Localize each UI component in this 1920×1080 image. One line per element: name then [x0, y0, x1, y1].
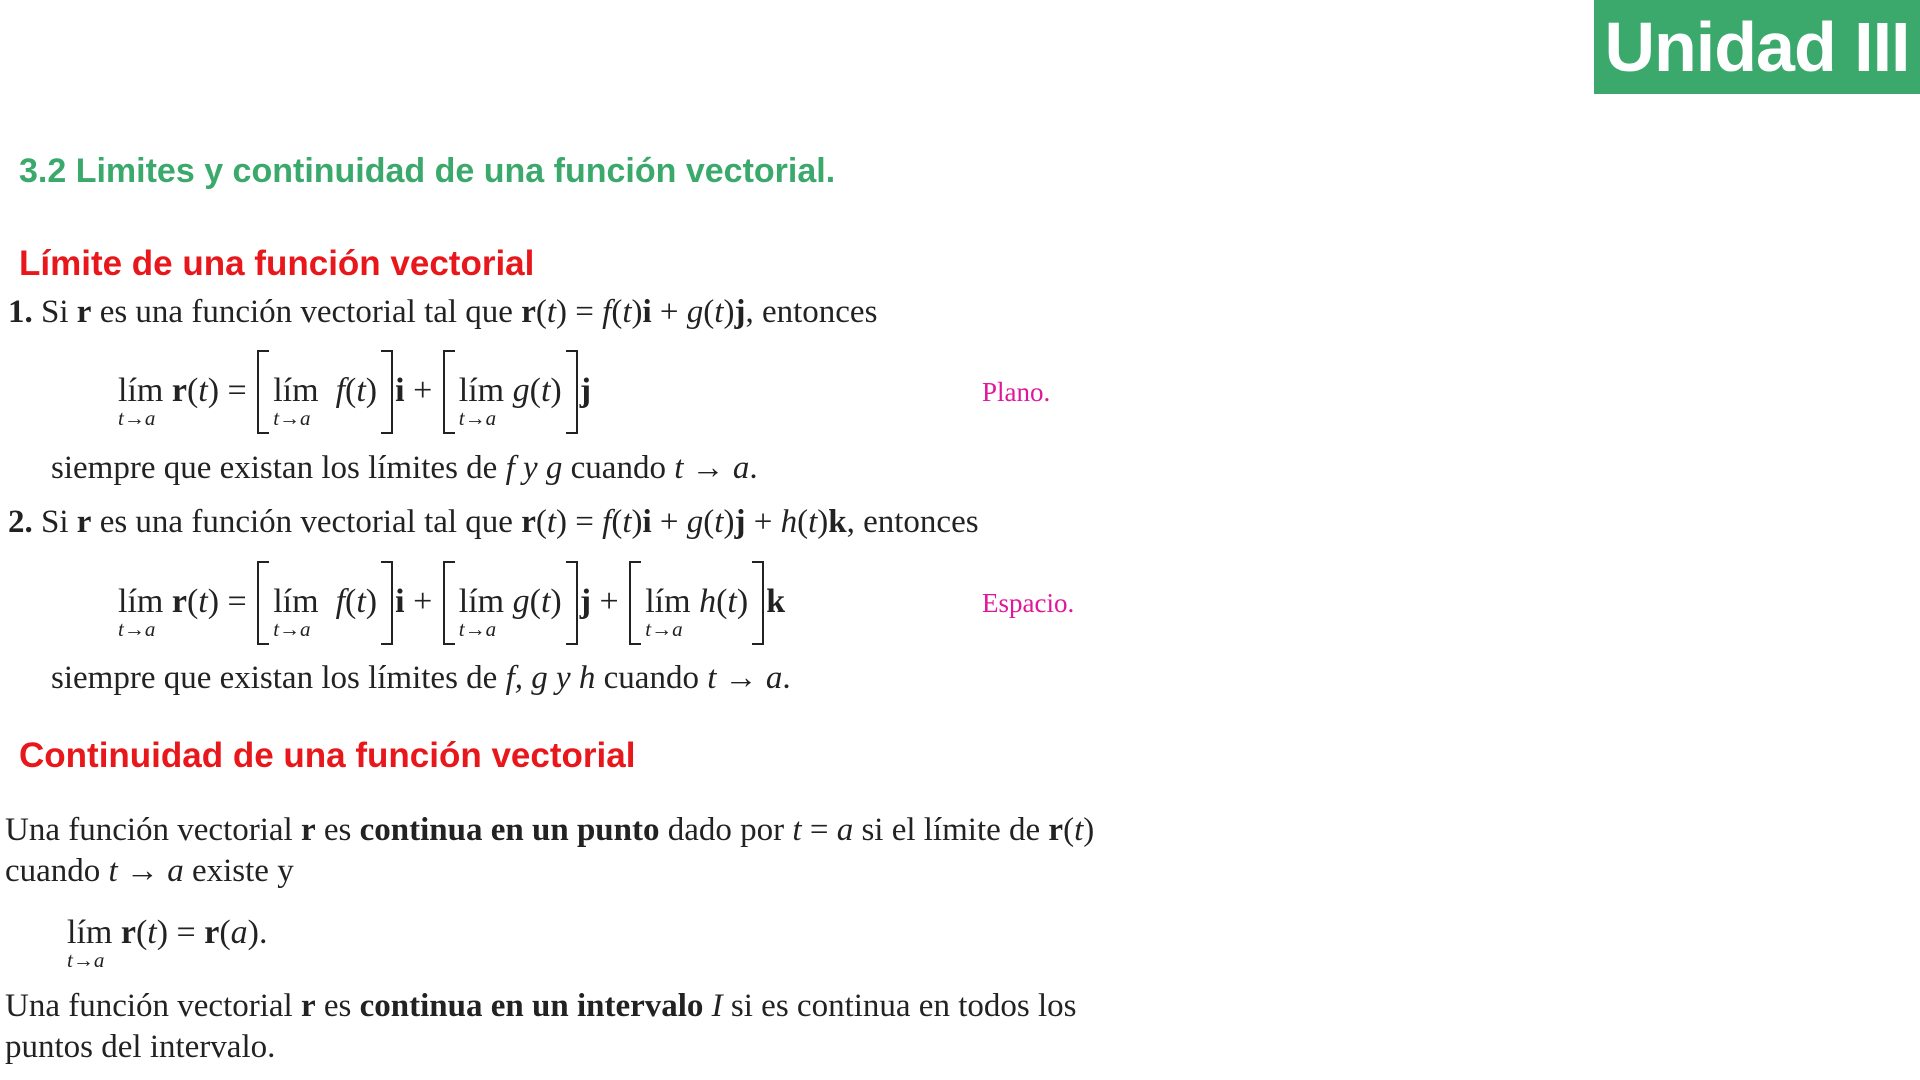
continuity-interval-line2: puntos del intervalo.: [5, 1029, 276, 1065]
item2-condition: siempre que existan los límites de f, g y h cuando t → a.: [51, 660, 791, 696]
item1-label: Plano.: [982, 377, 1051, 407]
item2-label: Espacio.: [982, 588, 1075, 618]
item2-equation: lím t→a r(t) = lím t→a f(t) i + lím t→a g(t) j + lím t→a h(t) k: [118, 583, 785, 673]
continuity-point-line2: cuando t → a existe y: [5, 853, 294, 889]
item1-number: 1.: [8, 294, 33, 330]
continuity-point-line1: Una función vectorial r es continua en un punto dado por t = a si el límite de r(t): [5, 812, 1095, 848]
item1-condition: siempre que existan los límites de f y g cuando t → a.: [51, 450, 758, 486]
unit-badge: Unidad III: [1594, 0, 1920, 94]
continuity-interval-line1: Una función vectorial r es continua en un intervalo I si es continua en todos los: [5, 988, 1077, 1024]
item2-statement: 2. Si r es una función vectorial tal que r(t) = f(t)i + g(t)j + h(t)k, entonces: [8, 504, 979, 540]
item1-statement: 1. Si r es una función vectorial tal que r(t) = f(t)i + g(t)j, entonces: [8, 294, 878, 330]
item2-number: 2.: [8, 504, 33, 540]
section-title: 3.2 Limites y continuidad de una función vectorial.: [19, 152, 836, 190]
heading-limit: Límite de una función vectorial: [19, 244, 535, 283]
heading-continuity: Continuidad de una función vectorial: [19, 736, 636, 775]
continuity-equation: lím t→a r(t) = r(a).: [67, 914, 268, 972]
item1-equation: lím t→a r(t) = lím t→a f(t) i + lím t→a g(t) j: [118, 372, 591, 462]
